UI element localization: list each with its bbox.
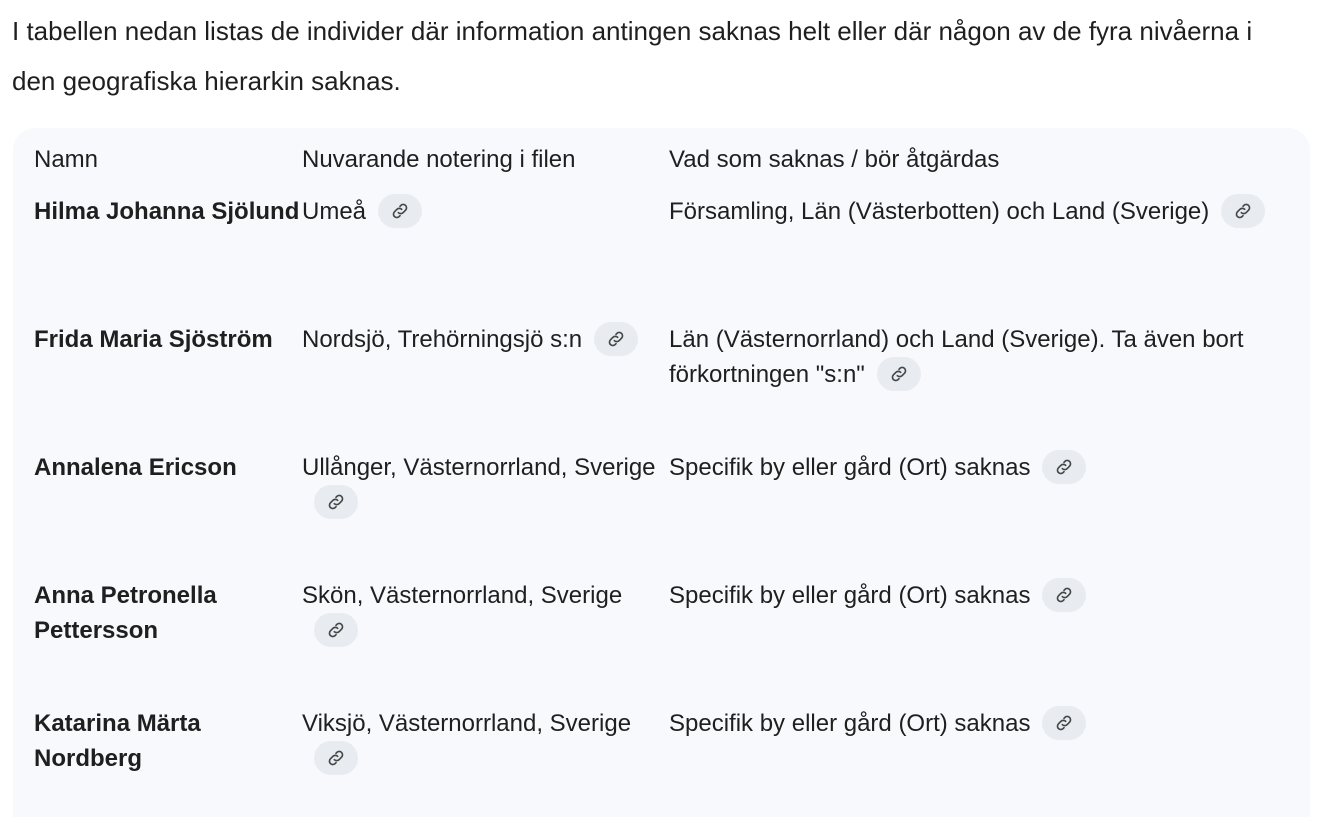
link-icon[interactable] [1221, 194, 1265, 228]
current-note-cell [302, 190, 669, 318]
person-name: Hilma Johanna Sjölund [34, 198, 300, 225]
current-note: Nordsjö, Trehörningsjö s:n [302, 326, 583, 353]
missing-info-table [13, 128, 1310, 817]
missing-cell [669, 702, 1310, 817]
missing-note: Specifik by eller gård (Ort) saknas [669, 710, 1031, 737]
current-note-cell [302, 446, 669, 574]
person-name: Katarina Märta Nordberg [34, 710, 201, 772]
missing-note: Församling, Län (Västerbotten) och Land (Sverige) [669, 198, 1210, 225]
table-row [13, 190, 1310, 318]
current-note: Ullånger, Västernorrland, Sverige [302, 454, 656, 481]
link-icon[interactable] [1042, 450, 1086, 484]
header-current-note: Nuvarande notering i filen [302, 146, 576, 173]
table-row [13, 446, 1310, 574]
current-note-cell [302, 318, 669, 446]
header-missing: Vad som saknas / bör åtgärdas [669, 146, 1000, 173]
current-note: Viksjö, Västernorrland, Sverige [302, 710, 632, 737]
current-note: Skön, Västernorrland, Sverige [302, 582, 623, 609]
link-icon[interactable] [378, 194, 422, 228]
current-note: Umeå [302, 198, 367, 225]
header-name: Namn [34, 146, 99, 173]
missing-note: Specifik by eller gård (Ort) saknas [669, 454, 1031, 481]
link-icon[interactable] [1042, 578, 1086, 612]
link-icon[interactable] [314, 741, 358, 775]
current-note-cell [302, 574, 669, 702]
intro-paragraph: I tabellen nedan listas de individer där information antingen saknas helt eller där någon av de fyra nivåerna i den geografiska hierarkin saknas. [12, 16, 1253, 96]
person-name: Frida Maria Sjöström [34, 326, 273, 353]
missing-note: Län (Västernorrland) och Land (Sverige). Ta även bort förkortningen "s:n" [669, 326, 1244, 388]
missing-cell [669, 190, 1310, 318]
link-icon[interactable] [594, 322, 638, 356]
current-note-cell [302, 702, 669, 817]
table-header-row [13, 128, 1310, 190]
missing-cell [669, 446, 1310, 574]
missing-cell [669, 318, 1310, 446]
table-row [13, 318, 1310, 446]
person-name: Annalena Ericson [34, 454, 237, 481]
link-icon[interactable] [314, 485, 358, 519]
person-name: Anna Petronella Pettersson [34, 582, 217, 644]
link-icon[interactable] [1042, 706, 1086, 740]
table-row [13, 574, 1310, 702]
missing-cell [669, 574, 1310, 702]
missing-note: Specifik by eller gård (Ort) saknas [669, 582, 1031, 609]
missing-info-table-card [13, 128, 1310, 817]
link-icon[interactable] [877, 357, 921, 391]
table-row [13, 702, 1310, 817]
link-icon[interactable] [314, 613, 358, 647]
